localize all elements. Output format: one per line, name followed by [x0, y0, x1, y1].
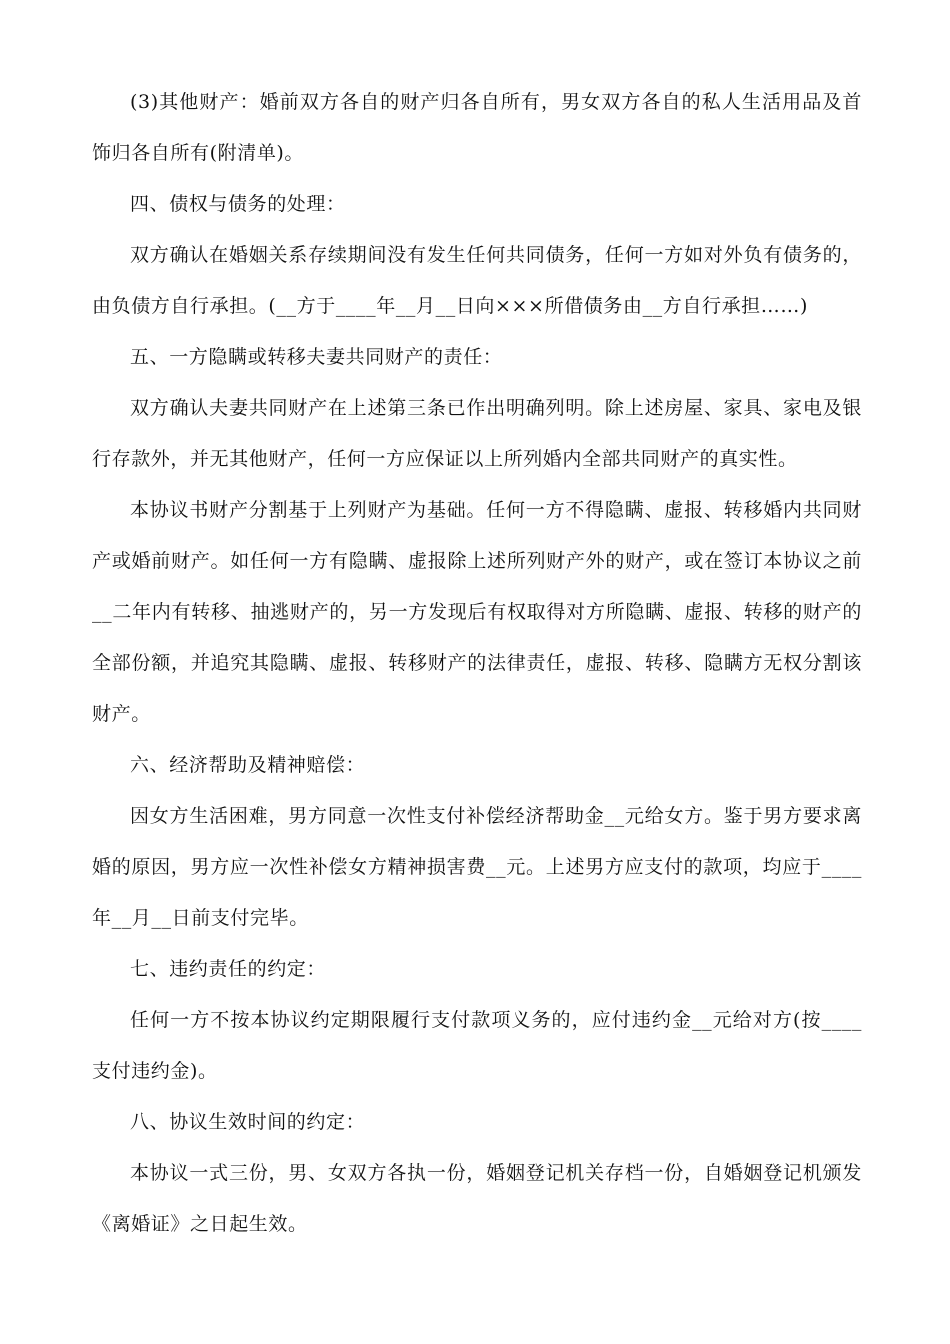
heading-debts: 四、债权与债务的处理：	[130, 193, 346, 215]
document-page	[92, 77, 862, 1250]
heading-economic-help: 六、经济帮助及精神赔偿：	[130, 754, 366, 776]
paragraph-effective-time: 本协议一式三份，男、女双方各执一份，婚姻登记机关存档一份，自婚姻登记机颁发《离婚证》之日起生效。	[92, 1162, 862, 1235]
heading-breach-liability: 七、违约责任的约定：	[130, 958, 327, 980]
heading-effective-time: 八、协议生效时间的约定：	[130, 1111, 366, 1133]
heading-concealment-liability: 五、一方隐瞒或转移夫妻共同财产的责任：	[130, 346, 503, 368]
paragraph-breach-liability: 任何一方不按本协议约定期限履行支付款项义务的，应付违约金__元给对方(按____支付违约金)。	[92, 1009, 862, 1082]
paragraph-other-property: (3)其他财产：婚前双方各自的财产归各自所有，男女双方各自的私人生活用品及首饰归各自所有(附清单)。	[92, 91, 862, 164]
paragraph-debts: 双方确认在婚姻关系存续期间没有发生任何共同债务，任何一方如对外负有债务的，由负债方自行承担。(__方于____年__月__日向×××所借债务由__方自行承担……)	[92, 244, 862, 317]
paragraph-property-division-basis: 本协议书财产分割基于上列财产为基础。任何一方不得隐瞒、虚报、转移婚内共同财产或婚前财产。如任何一方有隐瞒、虚报除上述所列财产外的财产，或在签订本协议之前__二年内有转移、抽逃财产的，另一方发现后有权取得对方所隐瞒、虚报、转移的财产的全部份额，并追究其隐瞒、虚报、转移财产的法律责任，虚报、转移、隐瞒方无权分割该财产。	[92, 499, 862, 725]
paragraph-economic-help: 因女方生活困难，男方同意一次性支付补偿经济帮助金__元给女方。鉴于男方要求离婚的原因，男方应一次性补偿女方精神损害费__元。上述男方应支付的款项，均应于____年__月__日前支付完毕。	[92, 805, 862, 929]
paragraph-joint-property-confirmation: 双方确认夫妻共同财产在上述第三条已作出明确列明。除上述房屋、家具、家电及银行存款外，并无其他财产，任何一方应保证以上所列婚内全部共同财产的真实性。	[92, 397, 862, 470]
